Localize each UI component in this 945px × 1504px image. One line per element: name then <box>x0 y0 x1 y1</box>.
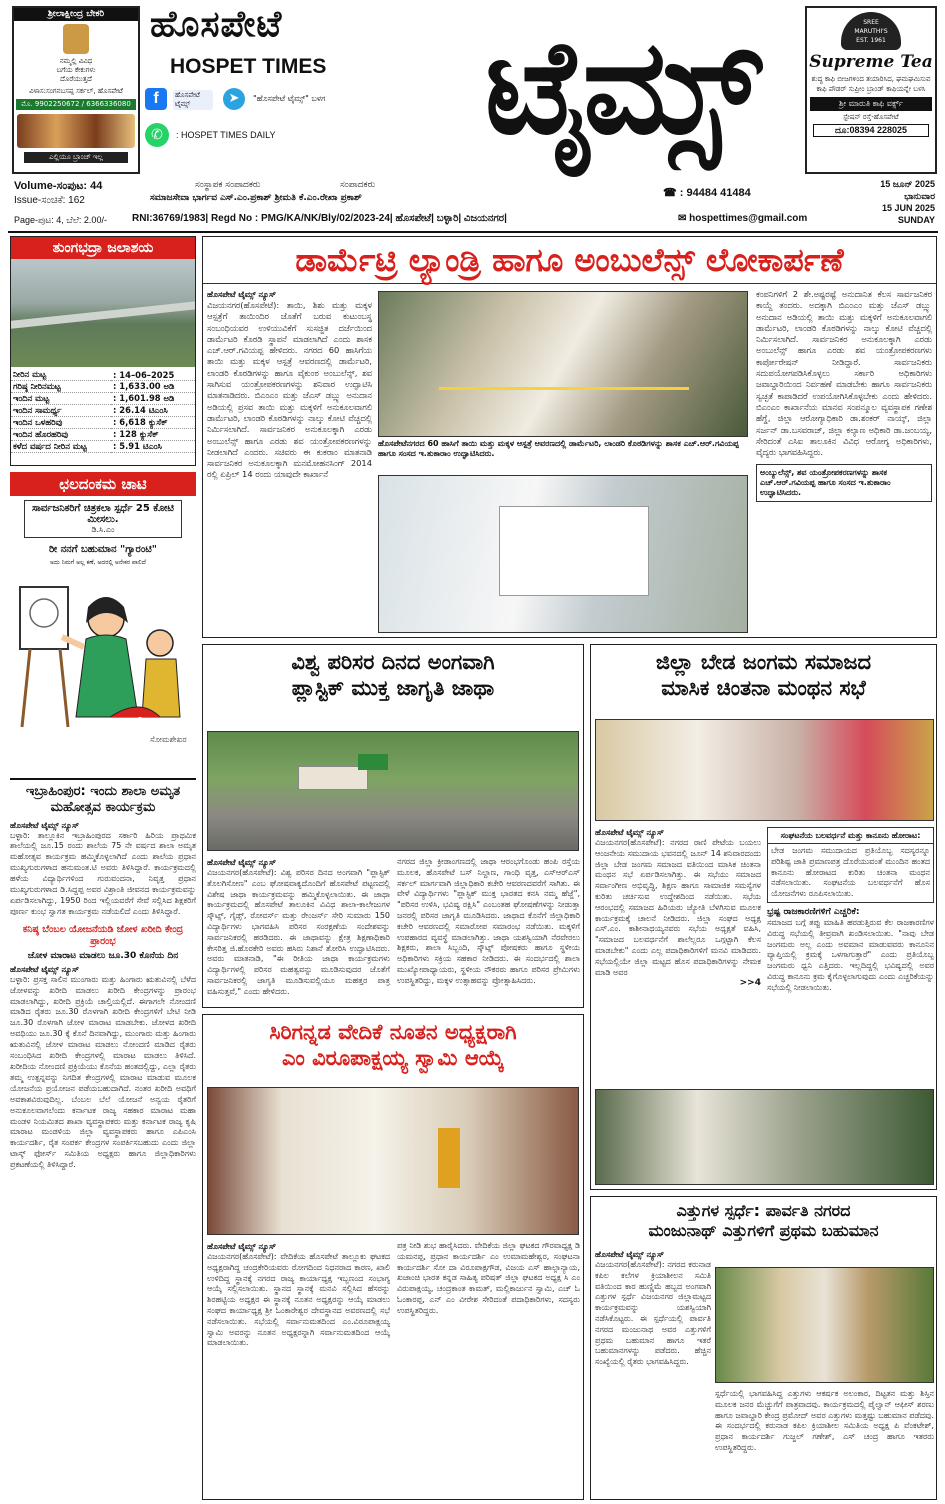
cartoon-title: ಛಲದಂಕಮ ಚಾಟಿ <box>10 472 196 496</box>
jangama-group-photo <box>595 1089 934 1185</box>
dam-wall <box>11 301 196 329</box>
logo-english: HOSPET TIMES <box>170 55 327 78</box>
siriganna-col2-text: ಪತ್ರ ನೀಡಿ ಶುಭ ಹಾರೈಸಿದರು. ವೇದಿಕೆಯ ಜಿಲ್ಲಾ ಘಟಕದ ಗೌರವಾಧ್ಯಕ್ಷ ಡಿ ಯಮನಪ್ಪ, ಪ್ರಧಾನ ಕಾರ್ಯದರ್ಶಿ ಎಂ ಉಮಾಮಹೇಶ್ವರ, ಸಂಘಟನಾ ಕಾರ್ಯದರ್ಶಿ ಸೋ ದಾ ವಿರೂಪಾಕ್ಷಗೌಡ, ವಿಜಯ ಎಸ್ ಹಾಲ್ಪಾನ್ಯಾಯ, ಖಜಾಂಚಿ ಭಾರತ ಕನ್ನಡ ಸಾಹಿತ್ಯ ಪರಿಷತ್ ಜಿಲ್ಲಾ ಘಟಕದ ಅಧ್ಯಕ್ಷ ಸಿ ಎಂ ವಿರುಪಾಕ್ಷಯ್ಯ, ಚಂದ್ರಕಾಂತ ಕಾಮತ್, ಮಲ್ಲಿಕಾರ್ಜುನ ಸ್ವಾಮಿ, ಎಚ್ ಓ ಓಂಕಾರಪ್ಪ, ಎನ್ ಎಂ ವೀರೇಶ ಸೇರಿದಂತೆ ಪದಾಧಿಕಾರಿಗಳು, ಸದಸ್ಯರು ಉಪಸ್ಥಿತರಿದ್ದರು. <box>397 1241 580 1315</box>
siriganna-col1 <box>207 1241 390 1349</box>
ribbon-icon <box>439 387 689 390</box>
cartoon-signature: ಸೋಮಶೇಖರ <box>150 735 187 744</box>
whatsapp-label[interactable]: : HOSPET TIMES DAILY <box>176 130 276 140</box>
date-kannada: 15 ಜೂನ್ 2025 <box>880 179 935 189</box>
jangama-headline1: ಜಿಲ್ಲಾ ಬೇಡ ಜಂಗಮ ಸಮಾಜದ <box>655 650 872 674</box>
dam-label: ಇಂದಿನ ಹೊರಹರಿವು <box>11 429 111 441</box>
dam-row <box>11 441 195 453</box>
jangama-col1 <box>595 827 761 988</box>
dam-value: : 128 ಕ್ಯುಸೆಕ್ <box>111 429 195 441</box>
bakery-ad-branch: ಎಲ್ಲಿಯೂ ಬ್ರಾಂಚ್ ಇಲ್ಲ <box>24 152 128 163</box>
man-face-icon <box>147 630 173 656</box>
maruthi-seal-icon <box>841 12 901 50</box>
dam-value: : 1,601.98 ಅಡಿ <box>111 393 195 405</box>
lead-col3-text: ಕಂಪನಿಗಳಿಗೆ 2 ಶೇ.ಅಷ್ಟರಷ್ಟೆ ಅನುದಾನಿತ ಕೆಲಸ ಸಾರ್ವಜನಿಕರ ಕಾಯ್ದೆ ತಂದರು. ಅದಕ್ಕಾಗಿ ಬಿಎಂಎಂ ಮತ್ತು ಜೆಎಸ್ ಡಬ್ಲ್ಯು ಅನುದಾನ ಅಡಿಯಲ್ಲಿ ತಾಯಿ ಮತ್ತು ಮಕ್ಕಳಿಗೆ ಅನುಕೂಲವಾಗಲಿ ಡಾರ್ಮೆಟರಿ, ಲಾಂಡರಿ ಕೊಠಡಿಗಳನ್ನು ನಾಲ್ಕು ಕೋಟಿ ವೆಚ್ಚದಲ್ಲಿ ನಿರ್ಮಿಸಲಾಗಿದೆ. ಸಾರ್ವಜನಿಕರ ಅನುಕೂಲಕ್ಕಾಗಿ ಎರಡು ಅಂಬುಲೆನ್ಸ್ ಹಾಗೂ ಎರಡು ಶವ ಯಂತ್ರೋಪಕರಣಗಳು ಕಾರ್ಪೋರೇಷನ್ ನೀಡಿದ್ದಾರೆ. ಸಾರ್ವಜನಿಕರು ಸದುಪಯೋಗಪಡಿಸಿಕೊಳ್ಳಲು ಸರ್ಕಾರಿ ಅಧಿಕಾರಿಗಳು ಜವಾಬ್ದಾರಿಯಿಂದ ನಿರ್ವಹಣೆ ಮಾಡಬೇಕು ಹಾಗೂ ಸಾರ್ವಜನಿಕರು ಸ್ವಚ್ಛತೆ ಕಾಪಾಡಿದರೆ ಉಪಯೋಗಿಸಿಕೊಳ್ಳಬೇಕು ಎಂದು ಹೇಳಿದರು. ಬಿಎಂಎಂ ಕಾರ್ಖಾನೆಯ ಮಾನವ ಸಂಪನ್ಮೂಲ ವ್ಯವಸ್ಥಾಪಕ ಗಣೇಶ ಹೆಗ್ಡೆ, ಜಿಲ್ಲಾ ಆರೋಗ್ಯಾಧಿಕಾರಿ ಡಾ.ಶಂಕರ್ ನಾಯ್ಕ್, ಜಿಲ್ಲಾ ಸರ್ಜನ್ ಡಾ.ಬಸವರಾಜ್, ಜಿಲ್ಲಾ ಕಲ್ಯಾಣ ಅಧಿಕಾರಿ ಡಾ.ಜಂಬಯ್ಯ, ಸೇರಿದಂತೆ ಎಸಿಐ ತಾಲೂಕಿನ ವಿವಿಧ ಆರೋಗ್ಯ ಅಧಿಕಾರಿಗಳು, ವೈದ್ಯರು ಭಾಗವಹಿಸಿದ್ದರು. <box>756 289 932 458</box>
registration: RNI:36769/1983| Regd No : PMG/KA/NK/Bly/02/2023-24| ಹೊಸಪೇಟೆ| ಬಳ್ಳಾರಿ| ವಿಜಯನಗರ| <box>132 213 507 224</box>
bull-photo <box>715 1267 934 1383</box>
bull-col2-text: ಸ್ಪರ್ಧೆಯಲ್ಲಿ ಭಾಗವಹಿಸಿದ್ದ ಎತ್ತುಗಳು ಆಕರ್ಷಕ ಅಲಂಕಾರ, ದಿಟ್ಟತನ ಮತ್ತು ಶಿಸ್ತಿನ ಮೂಲಕ ಜನರ ಮೆಚ್ಚುಗೆಗೆ ಪಾತ್ರವಾದವು. ಕಾರ್ಯಕ್ರಮದಲ್ಲಿ ಪೈಲ್ವಾನ್ ಆಫೀಸ್ ಶರಣು ಹಾಗೂ ಜವಾಬ್ದಾರಿ ಕೇಂದ್ರ ಪ್ರಮೋದ್ ಅವರ ಎತ್ತುಗಳು ಮತ್ತಷ್ಟು ಬಹುಮಾನ ಪಡೆದವು. ಈ ಸಂದರ್ಭದಲ್ಲಿ ಕರುನಾಡ ಕಪಿಲ ಕ್ರಿಯಾಶೀಲ ಸಮಿತಿಯ ಅಧ್ಯಕ್ಷ ಪಿ ವೆಂಕಟೇಶ್, ಪ್ರಧಾನ ಕಾರ್ಯದರ್ಶಿ ಗುಜ್ಜಲ್ ಗಣೇಶ್, ಎಸ್ ಚಂದ್ರ ಹಾಗೂ ಇತರರು ಉಪಸ್ಥಿತರಿದ್ದರು. <box>715 1389 934 1452</box>
lead-headline: ಡಾರ್ಮೆಟ್ರಿ ಲ್ಯಾಂಡ್ರಿ ಹಾಗೂ ಅಂಬುಲೆನ್ಸ್ ಲೋಕಾರ್ಪಣೆ <box>203 237 936 284</box>
dam-label: ನೀರಿನ ಮಟ್ಟ <box>11 369 111 381</box>
facebook-label[interactable]: ಹೊಸಪೇಟೆ ಟೈಮ್ಸ್ <box>173 90 213 110</box>
bakery-advertisement[interactable] <box>12 6 140 174</box>
cartoon-box <box>10 472 196 772</box>
lead-caption2: ಅಂಬ್ಯುಲೆನ್ಸ್, ಶವ ಯಂತ್ರೋಪಕರಣಗಳನ್ನು ಶಾಸಕ ಎಚ್.ಆರ್.ಗವಿಯಪ್ಪ ಹಾಗೂ ಸಂಸದ ಇ.ತುಕಾರಾಂ ಉದ್ಘಾಟಿಸಿದರು. <box>756 464 932 502</box>
environment-col2 <box>397 857 580 987</box>
environment-byline: ಹೊಸಪೇಟೆ ಟೈಮ್ಸ್ ನ್ಯೂಸ್ <box>207 858 276 867</box>
email[interactable]: ✉ hospettimes@gmail.com <box>678 213 808 224</box>
masthead <box>0 0 945 180</box>
dam-value: : 5.91 ಟಿಎಂಸಿ <box>111 441 195 453</box>
bull-byline: ಹೊಸಪೇಟೆ ಟೈಮ್ಸ್ ನ್ಯೂಸ್ <box>595 1250 664 1259</box>
ambulance-icon <box>499 506 649 596</box>
dam-box <box>10 236 196 466</box>
rally-photo <box>207 731 579 851</box>
dam-value: : 1,633.00 ಅಡಿ <box>111 381 195 393</box>
jangama-box-title: ಸಂಘಟನೆಯ ಬಲವರ್ಧನೆ ಮತ್ತು ಕಾನೂನು ಹೋರಾಟ: <box>768 828 933 844</box>
jangama-story <box>590 644 937 1190</box>
dam-value: : 6,618 ಕ್ಯುಸೆಕ್ <box>111 417 195 429</box>
jangama-sub-body: ಸಮಾಜದ ಬಗ್ಗೆ ತಪ್ಪು ಮಾಹಿತಿ ಹರಡುತ್ತಿರುವ ಕೆಲ ರಾಜಕಾರಣಿಗಳ ವಿರುದ್ಧ ಸಭೆಯಲ್ಲಿ ತೀವ್ರವಾಗಿ ಖಂಡಿಸಲಾಯಿತು. "ನಾವು ಬೇಡ ಜಂಗಮರು ಅಲ್ಲ ಎಂದು ಅವಮಾನ ಮಾಡುವವರು ಕಾನೂನಿನ ವ್ಯಾಪ್ತಿಯಲ್ಲಿ ಕ್ರಮಕ್ಕೆ ಒಳಗಾಗುತ್ತಾರೆ" ಎಂದು ಪ್ರತಿಯೊಬ್ಬ ಜಂಗಮರು ಧ್ವನಿ ಎತ್ತಿದರು. ಇಲ್ಲದಿದ್ದಲ್ಲಿ ಭವಿಷ್ಯದಲ್ಲಿ ಅವರ ವಿರುದ್ಧ ಕಾನೂನು ಕ್ರಮ ಕೈಗೊಳ್ಳಲಾಗುವುದು ಎಂದು ಎಚ್ಚರಿಕೆಯನ್ನು ಸಭೆಯಲ್ಲಿ ನೀಡಲಾಯಿತು. <box>767 917 934 992</box>
email-text[interactable]: hospettimes@gmail.com <box>689 213 808 224</box>
left-story-body: ಬಳ್ಳಾರಿ: ತಾಲ್ಲೂಕಿನ ಇಬ್ರಾಹಿಂಪುರದ ಸರ್ಕಾರಿ ಹಿರಿಯ ಪ್ರಾಥಮಿಕ ಶಾಲೆಯಲ್ಲಿ ಜೂ.15 ರಂದು ಶಾಲೆಯ 75 ನೇ ವರ್ಷದ ಶಾಲಾ ಅಮೃತ ಮಹೋತ್ಸವ ಕಾರ್ಯಕ್ರಮ ಹಮ್ಮಿಕೊಳ್ಳಲಾಗಿದೆ ಎಂದು ಶಾಲೆಯ ಪ್ರಧಾನ ಮುಖ್ಯಗುರುಗಳಾದ ಹನುಮಂತ.ಟಿ ಅವರು ತಿಳಿಸಿದ್ದಾರೆ. ಕಾರ್ಯಕ್ರಮದಲ್ಲಿ ಹಳೆಯ ವಿದ್ಯಾರ್ಥಿಗಳಿಂದ ಗುರುವಂದನಾ, ನಿವೃತ್ತ ಪ್ರಧಾನ ಮುಖ್ಯಗುರುಗಳಾದ ಡಿ.ಸಿದ್ದಪ್ಪ ಅವರ ವಿಶ್ರಾಂತಿ ಜೀವನದ ಕಾರ್ಯಕ್ರಮವನ್ನು ಏರ್ಪಡಿಸಲಾಗಿದ್ದು, 1950 ರಿಂದ ಇಲ್ಲಿಯವರೆಗೆ ಸೇವೆ ಸಲ್ಲಿಸಿದ ಶಿಕ್ಷಕರಿಗೆ ಪೂರ್ಣ ಕುಂಭ ಸ್ವಾಗತ ಕಾರ್ಯಕ್ರಮ ನಡೆಯಲಿದೆ ಎಂದು ತಿಳಿಸಿದ್ದಾರೆ. <box>10 830 196 916</box>
bull-col1 <box>595 1249 711 1368</box>
woman-dress-icon <box>76 635 138 717</box>
dam-table <box>11 369 195 453</box>
dam-row <box>11 405 195 417</box>
siriganna-col1-text: ವಿಜಯನಗರ(ಹೊಸಪೇಟೆ): ವೇದಿಕೆಯ ಹೊಸಪೇಟೆ ತಾಲ್ಲೂಕು ಘಟಕದ ಅಧ್ಯಕ್ಷರಾಗಿದ್ದ ಚಂದ್ರಕೇರಿಯವರು ರೋಗದಿಂದ ನಿಧನರಾದ ಕಾರಣ, ಖಾಲಿ ಉಳಿದಿದ್ದ ಸ್ಥಾನಕ್ಕೆ ನಗರದ ರಾಜ್ಯ ಕಾರ್ಯಾಧ್ಯಕ್ಷ ಇಬ್ಬಣಂದ ಸಂಭಾಗ್ಯ ಆಯ್ಕೆ ಸಲ್ಲಿಸಲಾಯಿತು. ಸ್ಥಾನದ ಸ್ಥಾನಕ್ಕೆ ಮನವಿ ಸಲ್ಲಿಸಿದ ಹೆಸರನ್ನು ಶಿರಹಟ್ಟಿಯ ಅಧ್ಯಕ್ಷರ ಈ ಸ್ಥಾನಕ್ಕೆ ನೂತನ ಅಧ್ಯಕ್ಷರನ್ನು ಆಯ್ಕೆ ಮಾಡಲು ಸಂಘದ ಕಾರ್ಯಾಧ್ಯಕ್ಷ ಶ್ರೀ ಓಂಕಾರೇಶ್ವರ ದೇವಸ್ಥಾನದ ಅವರಣದಲ್ಲಿ ಸಭೆ ನಡೆಸಲಾಯಿತು. ಸಭೆಯಲ್ಲಿ ಸರ್ವಾನುಮತದಿಂದ ಎಂ.ವಿರೂಪಾಕ್ಷಯ್ಯ ಸ್ವಾಮಿ ಅವರನ್ನು ನೂತನ ಅಧ್ಯಕ್ಷರನ್ನಾಗಿ ಸರ್ವಾನುಮತದಿಂದ ಆಯ್ಕೆ ಮಾಡಲಾಯಿತು. <box>207 1252 390 1348</box>
dam-title: ತುಂಗಭದ್ರಾ ಜಲಾಶಯ <box>11 237 195 259</box>
tea-phone: ದೂ:08394 228025 <box>813 124 929 137</box>
maize-subheadline: ಜೋಳ ಮಾರಾಟ ಮಾಡಲು ಜೂ.30 ಕೊನೆಯ ದಿನ <box>27 950 179 961</box>
shawl-icon <box>438 1128 460 1188</box>
easel-leg-icon <box>60 649 68 727</box>
bakery-ad-title: ಶ್ರೀಲಾಕ್ಷೀಂದ್ರ ಬೇಕರಿ <box>14 8 138 21</box>
seal-line1: SREE <box>863 19 879 26</box>
bull-headline1: ಎತ್ತುಗಳ ಸ್ಪರ್ಧೆ: ಪಾರ್ವತಿ ನಗರದ <box>676 1201 851 1220</box>
day-english: SUNDAY <box>897 215 935 225</box>
issue: Issue-ಸಂಚಿಕೆ: 162 <box>14 195 85 206</box>
siriganna-headline2: ಎಂ ವಿರೂಪಾಕ್ಷಯ್ಯ ಸ್ವಾಮಿ ಆಯ್ಕೆ <box>282 1046 504 1071</box>
maize-headline: ಕನಿಷ್ಠ ಬೆಂಬಲ ಯೋಜನೆಯಡಿ ಜೋಳ ಖರೀದಿ ಕೇಂದ್ರ ಪ್ರಾರಂಭ <box>22 923 184 947</box>
environment-col1 <box>207 857 390 998</box>
dam-label: ಇಂದಿನ ಮಟ್ಟ <box>11 393 111 405</box>
siriganna-col2 <box>397 1241 580 1317</box>
maize-body: ಬಳ್ಳಾರಿ: ಪ್ರಸಕ್ತ ಸಾಲಿನ ಮುಂಗಾರು ಮತ್ತು ಹಿಂಗಾರು ಋತುವಿನಲ್ಲಿ ಬೆಳೆದ ಜೋಳವನ್ನು ಖರೀದಿ ಮಾಡಲು ಖರೀದಿ ಕೇಂದ್ರಗಳನ್ನು ಪ್ರಾರಂಭ ಮಾಡಲಾಗಿದ್ದು, ಖರೀದಿ ಪ್ರಕ್ರಿಯೆ ಚಾಲ್ತಿಯಲ್ಲಿದೆ. ಈಗಾಗಲೇ ನೋಂದಣಿ ಮಾಡಿದ ರೈತರು ಜೂ.30 ರೊಳಗಾಗಿ ಖರೀದಿ ಕೇಂದ್ರಗಳಿಗೆ ಬೇಟಿ ನೀಡಿ ಜೂ.30 ರೊಳಗಾಗಿ ಜೋಳ ಮಾರಾಟ ಮಾಡಬೇಕು. ಜೋಳದ ಖರೀದಿ ಅವಧಿಯು ಜೂ.30 ಕ್ಕೆ ಕೊನೆ ದಿನವಾಗಿದ್ದು, ಮುಂಗಾರು ಮತ್ತು ಹಿಂಗಾರು ಋತುವಿನಲ್ಲಿ ಜೋಳ ಮಾರಾಟ ಮಾಡಲು ನೋಂದಣಿ ಮಾಡಿದ ರೈತರು ಸಂಬಂಧಿಸಿದ ಖರೀದಿ ಕೇಂದ್ರಗಳಲ್ಲಿ ಮಾರಾಟ ಮಾಡಲು ತಿಳಿಸಿದೆ. ಖರೀದಿಯ ನೋಂದಣಿ ಪ್ರಕ್ರಿಯೆಯು ಕೊನೆಯ ಹಂತದಲ್ಲಿದ್ದು, ಎಲ್ಲಾ ರೈತರು ತಮ್ಮ ಉತ್ಪನ್ನವನ್ನು ನಿಗದಿತ ಕೇಂದ್ರಗಳಲ್ಲಿ ಮಾರಾಟ ಮಾಡುವ ಮೂಲಕ ಯೋಜನೆಯ ಪ್ರಯೋಜನ ಪಡೆಯಬಹುದಾಗಿದೆ. ನಂತರ ಖರೀದಿ ಅವಧಿಗೆ ಅವಕಾಶವಿರುವುದಿಲ್ಲ. ಬೆಂಬಲ ಬೆಲೆ ಯೋಜನೆ ಅನ್ವಯ ರೈತರಿಗೆ ಅನುಕೂಲವಾಗಲೆಂದು ಕರ್ನಾಟಕ ರಾಜ್ಯ ಸಹಕಾರ ಮಾರಾಟ ಮಹಾ ಮಂಡಳ ನಿಯಮಿತದ ಶಾಖಾ ವ್ಯವಸ್ಥಾಪಕರು ಮತ್ತು ಕರ್ನಾಟಕ ರಾಜ್ಯ ಕೃಷಿ ಮಾರಾಟ ಮಂಡಳಿಯ ಜಿಲ್ಲಾ ವ್ಯವಸ್ಥಾಪಕರು ಹಾಗೂ ಎಪಿಎಂಸಿ ಕಾರ್ಯದರ್ಶಿ, ರೈತ ಸಂಪರ್ಕ ಕೇಂದ್ರಗಳ ಸಂಪರ್ಕಿಸಬಹುದು ಎಂದು ಜಿಲ್ಲಾ ಟಾಸ್ಕ್ ಫೋರ್ಸ್ ಸಮಿತಿಯ ಅಧ್ಯಕ್ಷರು ಹಾಗೂ ಜಿಲ್ಲಾಧಿಕಾರಿಗಳು ಪ್ರಕಟಣೆಯಲ್ಲಿ ತಿಳಿಸಿದ್ದಾರೆ. <box>10 974 196 1170</box>
bull-story <box>590 1196 937 1500</box>
telegram-label[interactable]: "ಹೊಸಪೇಟೆ ಟೈಮ್ಸ್" ಬಳಗ <box>253 94 326 103</box>
page-price: Page-ಪುಟ: 4, ಬೆಲೆ: 2.00/- <box>14 215 107 225</box>
environment-headline2: ಪ್ಲಾಸ್ಟಿಕ್ ಮುಕ್ತ ಜಾಗೃತಿ ಜಾಥಾ <box>291 676 495 701</box>
lead-story <box>202 236 937 638</box>
deity-image <box>63 24 89 54</box>
jangama-col2 <box>767 827 934 994</box>
dam-label: ಇಂದಿನ ಸಾಮರ್ಥ್ಯ <box>11 405 111 417</box>
jangama-box <box>767 827 934 903</box>
bull-headline2: ಮಂಜುನಾಥ್ ಎತ್ತುಗಳಿಗೆ ಪ್ರಥಮ ಬಹುಮಾನ <box>648 1221 879 1240</box>
jangama-headline2: ಮಾಸಿಕ ಚಿಂತನಾ ಮಂಥನ ಸಭೆ <box>661 676 866 701</box>
editor-label: ಸಂಪಾದಕರು <box>340 180 376 190</box>
coffee-works: ಶ್ರೀ ಮಾರುತಿ ಕಾಫಿ ವರ್ಕ್ಸ್ <box>810 97 932 111</box>
seal-line3: EST. 1961 <box>856 37 886 44</box>
bull-col1-text: ವಿಜಯನಗರ(ಹೊಸಪೇಟೆ): ನಗರದ ಕರುನಾಡ ಕಪಿಲ ಕಲೆಗಳ ಕ್ರಿಯಾಶೀಲನ ಸಮಿತಿ ವತಿಯಿಂದ ಕಾರ ಹುಣ್ಣಿಮೆ ಹಬ್ಬದ ಅಂಗವಾಗಿ ಎತ್ತುಗಳ ಸ್ಪರ್ಧೆ ವಿಜಯನಗರ ಜಿಲ್ಲಾಮಟ್ಟದ ಕಾರ್ಯಕ್ರಮವನ್ನು ಯಶಸ್ವಿಯಾಗಿ ನಡೆಸಿಕೊಟ್ಟರು. ಈ ಸ್ಪರ್ಧೆಯಲ್ಲಿ ಪಾರ್ವತಿ ನಗರದ ಮಂಜುನಾಥ ಅವರ ಎತ್ತುಗಳಿಗೆ ಪ್ರಥಮ ಬಹುಮಾನ ಹಾಗೂ ಇತರೆ ಬಹುಮಾನಗಳನ್ನು ಪಡೆದರು. ಹೆಚ್ಚಿನ ಸಂಖ್ಯೆಯಲ್ಲಿ ರೈತರು ಭಾಗವಹಿಸಿದ್ದರು. <box>595 1260 711 1367</box>
logo-big: ಟೈಮ್ಸ್ <box>484 11 756 163</box>
jangama-body: ವಿಜಯನಗರ(ಹೊಸಪೇಟೆ): ನಗರದ ರಾಣಿ ಪೇಟೆಯ ಬಯಲು ಆಂಜನೇಯ ಸಮುದಾಯ ಭವನದಲ್ಲಿ ಜೂನ್ 14 ಶನಿವಾರದಂದು ಜಿಲ್ಲಾ ಬೇಡ ಜಂಗಮ ಸಮಾಜದ ವತಿಯಿಂದ ಮಾಸಿಕ ಚಿಂತನಾ ಮಂಥನ ಸಭೆ ಏರ್ಪಡಿಸಲಾಗಿತ್ತು. ಈ ಸಭೆಯು ಸಮಾಜದ ಸರ್ವಾಂಗೀಣ ಅಭಿವೃದ್ಧಿ, ಶಿಕ್ಷಣ ಹಾಗೂ ಸಾಮಾಜಿಕ ಸಮಸ್ಯೆಗಳ ಕುರಿತು ಚರ್ಚಿಸುವ ಉದ್ದೇಶದಿಂದ ನಡೆಯಿತು. ಸಭೆಯ ಆರಂಭದಲ್ಲಿ ಸಮಾಜದ ಹಿರಿಯರು ಜ್ಯೋತಿ ಬೆಳಗಿಸುವ ಮೂಲಕ ಕಾರ್ಯಕ್ರಮಕ್ಕೆ ಚಾಲನೆ ನೀಡಿದರು. ಜಿಲ್ಲಾ ಸಂಘದ ಅಧ್ಯಕ್ಷ ಎಸ್.ಎಂ. ಕಾಶೀನಾಥಯ್ಯನವರು ಸಭೆಯ ಅಧ್ಯಕ್ಷತೆ ವಹಿಸಿ, "ಸಮಾಜದ ಬಲವರ್ಧನೆಗೆ ಶಾಲೆಲ್ಲರೂ ಒಗ್ಗಟ್ಟಾಗಿ ಕೆಲಸ ಮಾಡಬೇಕು" ಎಂದು ಎಲ್ಲ ಪದಾಧಿಕಾರಿಗಳಿಗೆ ಮನವಿ ಮಾಡಿದರು. ಸಭೆಯಲ್ಲಿಯೇ ಜಿಲ್ಲಾ ಮಟ್ಟದ ಹೊಸ ಪದಾಧಿಕಾರಿಗಳನ್ನು ನೇಮಕ ಮಾಡಿ ಅವರ <box>595 838 761 977</box>
bakery-ad-line2: ಬಗೆಯ ಕೇಕುಗಳು <box>56 66 96 74</box>
jangama-box-body: ಬೇಡ ಜಂಗಮ ಸಮುದಾಯದ ಪ್ರತಿಯೊಬ್ಬ ಸದಸ್ಯರನ್ನೂ ಪರಿಶಿಷ್ಟ ಜಾತಿ ಪ್ರಮಾಣಪತ್ರ ದೊರೆಯುವಂತೆ ಮುಂದಿನ ಹಂತದ ಕಾನೂನು ಹೋರಾಟದ ಕುರಿತು ಚಿಂತನಾ ಮಂಥನ ನಡೆಸಲಾಯಿತು. ಸಂಘಟನೆಯ ಬಲವರ್ಧನೆಗೆ ಹೊಸ ಯೋಜನೆಗಳು ರೂಪಿಸಲಾಯಿತು. <box>771 846 930 899</box>
tea-address: ಸ್ಟೇಷನ್ ರಸ್ತೆ-ಹೊಸಪೇಟೆ <box>843 113 899 121</box>
maize-byline: ಹೊಸಪೇಟೆ ಟೈಮ್ಸ್ ನ್ಯೂಸ್ <box>10 964 79 974</box>
cakes-image <box>17 114 135 148</box>
dam-label: ಕಳೆದ ವರ್ಷದ ನೀರಿನ ಮಟ್ಟ <box>11 441 111 453</box>
cartoon-banner-sub: ಡಿ.ಸಿ.ಎಂ <box>91 525 115 534</box>
siriganna-byline: ಹೊಸಪೇಟೆ ಟೈಮ್ಸ್ ನ್ಯೂಸ್ <box>207 1242 276 1251</box>
logo-kannada: ಹೊಸಪೇಟೆ <box>150 4 283 45</box>
left-story-headline: ಇಬ್ರಾಹಿಂಪುರ: ಇಂದು ಶಾಲಾ ಅಮೃತ ಮಹೋತ್ಸವ ಕಾರ್ಯಕ್ರಮ <box>10 778 196 817</box>
ambulance-photo <box>378 475 748 633</box>
dam-row <box>11 393 195 405</box>
cartoon-banner-text: ಸಾರ್ವಜನಿಕರಿಗೆ ಚಿತ್ರಕಲಾ ಸ್ಪರ್ಧೆ 25 ಕೋಟಿ ಮೀಸಲು. <box>32 503 174 525</box>
tea-advertisement[interactable] <box>805 6 937 174</box>
environment-col1-text: ವಿಜಯನಗರ(ಹೊಸಪೇಟೆ): ವಿಶ್ವ ಪರಿಸರ ದಿನದ ಅಂಗವಾಗಿ "ಪ್ಲಾಸ್ಟಿಕ್ ತೊಲಗಿಸೋಣ" ಎಂಬ ಘೋಷವಾಕ್ಯದೊಂದಿಗೆ ಹೊಸಪೇಟೆ ಪಟ್ಟಣದಲ್ಲಿ ವಿಶೇಷ ಜಾಥಾ ಕಾರ್ಯಕ್ರಮವನ್ನು ಹಮ್ಮಿಕೊಳ್ಳಲಾಯಿತು. ಈ ಜಾಥಾ ಕಾರ್ಯಕ್ರಮದಲ್ಲಿ ಹೊಸಪೇಟೆ ತಾಲೂಕಿನ ವಿವಿಧ ಶಾಲಾ-ಕಾಲೇಜುಗಳ ಸ್ಕೌಟ್ಸ್, ಗೈಡ್ಸ್, ರೋವರ್ಸ್ ಮತ್ತು ರೇಂಜರ್ಸ್ ಸೇರಿ ಸುಮಾರು 150 ವಿದ್ಯಾರ್ಥಿಗಳು ಭಾಗವಹಿಸಿ ಪರಿಸರ ಸಂರಕ್ಷಣೆಯ ಸಂದೇಶವನ್ನು ಸಾರ್ವಜನಿಕರಲ್ಲಿ ಹರಡಿದರು. ಈ ಜಾಥಾವನ್ನು ಕ್ಷೇತ್ರ ಶಿಕ್ಷಣಾಧಿಕಾರಿ ಕೇಸರಿತ್ತ ಜಿ.ಹೊರಕೇರಿ ಅವರು ಹಸಿರು ನಿಶಾನೆ ತೋರಿಸಿ ಉದ್ಘಾಟಿಸಿದರು. ಅವರು ಮಾತನಾಡಿ, "ಈ ರೀತಿಯ ಜಾಥಾ ಕಾರ್ಯಕ್ರಮಗಳು ವಿದ್ಯಾರ್ಥಿಗಳಲ್ಲಿ ಪರಿಸರ ಮಹತ್ವವನ್ನು ಮೂಡಿಸುವುದರ ಜೊತೆಗೆ ಸಾರ್ವಜನಿಕರಲ್ಲಿ ಜಾಗೃತಿ ಮೂಡಿಸುವಲ್ಲಿಯೂ ಮಹತ್ತರ ಪಾತ್ರ ವಹಿಸುತ್ತವೆ," ಎಂದು ಹೇಳಿದರು. <box>207 868 390 996</box>
environment-story <box>202 644 584 1008</box>
bakery-ad-phone: ಮೊ. 9902250672 / 6366336080 <box>16 99 136 110</box>
day-kannada: ಭಾನುವಾರ <box>904 191 935 201</box>
siriganna-story <box>202 1014 584 1500</box>
founder-names: ಸಮಾಜಸೇವಾ ಭಾರ್ಗವ ಎಸ್.ಎಂ.ಪ್ರಕಾಶ್ ಶ್ರೀಮತಿ ಕೆ.ಎಂ.ರೇಖಾ ಪ್ರಕಾಶ್ <box>150 193 362 203</box>
cartoon-banner <box>24 500 182 538</box>
jangama-photo <box>595 719 934 821</box>
bull-col2 <box>715 1389 934 1454</box>
issue-info <box>0 178 945 230</box>
dam-value: : 26.14 ಟಿಎಂಸಿ <box>111 405 195 417</box>
green-flag-icon <box>358 754 388 770</box>
siriganna-headline1: ಸಿರಿಗನ್ನಡ ವೇದಿಕೆ ನೂತನ ಅಧ್ಯಕ್ಷರಾಗಿ <box>269 1020 517 1044</box>
cartoon-note: ಅದು ನಿಮಗೆ ಅಲ್ಲ ಕಣೆ, ಅದರಲ್ಲಿ ಅನೇಕರ ಪಾಲಿದೆ <box>50 559 146 566</box>
jangama-sub-title: ಭ್ರಷ್ಟ ರಾಜಕಾರಣಿಗಳಿಗೆ ಎಚ್ಚರಿಕೆ: <box>767 906 860 917</box>
volume: Volume-ಸಂಪುಟ: 44 <box>14 180 103 192</box>
office-phone: ☎ : 94484 41484 <box>663 187 751 199</box>
left-story-byline: ಹೊಸಪೇಟೆ ಟೈಮ್ಸ್ ನ್ಯೂಸ್ <box>10 820 79 830</box>
cartoon-bubble: ರೀ ನನಗೆ ಬಹುಮಾನ "ಗ್ಯಾರಂಟಿ" <box>48 544 157 555</box>
lead-col3 <box>756 289 932 502</box>
date-english: 15 JUN 2025 <box>881 203 935 213</box>
tea-brand: Supreme Tea <box>809 52 933 72</box>
header-rule <box>8 231 938 233</box>
dam-row <box>11 369 195 381</box>
seal-line2: MARUTHI'S <box>854 28 888 35</box>
easel-leg-icon <box>22 649 30 727</box>
bakery-ad-line3: ದೊರೆಯುತ್ತದೆ <box>60 75 92 83</box>
lead-caption1: ಹೊಸಪೇಟೆನಗರದ 60 ಹಾಸಿಗೆ ತಾಯಿ ಮತ್ತು ಮಕ್ಕಳ ಆಸ್ಪತ್ರೆ ಆವರಣದಲ್ಲಿ ಡಾರ್ಮೆಟರಿ, ಲಾಂಡರಿ ಕೊಠಡಿಗಳನ್ನು ಶಾಸಕ ಎಚ್.ಆರ್.ಗವಿಯಪ್ಪ ಹಾಗೂ ಸಂಸದ ಇ.ತುಕಾರಾಂ ಉದ್ಘಾಟಿಸಿದರು. <box>378 439 739 458</box>
date-block <box>815 178 935 226</box>
founder-label: ಸಂಸ್ಥಾಪಕ ಸಂಪಾದಕರು <box>195 180 261 190</box>
cartoon-drawing <box>10 567 196 747</box>
lead-byline: ಹೊಸಪೇಟೆ ಟೈಮ್ಸ್ ನ್ಯೂಸ್ <box>207 290 276 299</box>
jangama-byline: ಹೊಸಪೇಟೆ ಟೈಮ್ಸ್ ನ್ಯೂಸ್ <box>595 828 664 837</box>
environment-headline1: ವಿಶ್ವ ಪರಿಸರ ದಿನದ ಅಂಗವಾಗಿ <box>291 650 495 674</box>
dam-label: ಇಂದಿನ ಒಳಹರಿವು <box>11 417 111 429</box>
dam-photo <box>11 259 195 367</box>
jangama-continue[interactable]: >>4 <box>739 978 761 989</box>
lead-col1-text: ವಿಜಯನಗರ(ಹೊಸಪೇಟೆ): ತಾಯಿ, ಶಿಶು ಮತ್ತು ಮಕ್ಕಳ ಆಸ್ಪತ್ರೆಗೆ ತಾಯಿಂದಿರ ಜೊತೆಗೆ ಬರುವ ಕುಟುಂಬಸ್ಥ ಸಂಬಂಧಿಯವರ ಉಳಿಯುವಿಕೆಗೆ ಸುಸಜ್ಜಿತ ದರ್ಜೆಯಿಂದ ಡಾರ್ಮೆಟರಿ ಕೊಠಡಿ ಸ್ಥಾಪನೆ ಮಾಡಲಾಗಿದೆ ಎಂದು ಶಾಸಕ ಎಚ್.ಆರ್.ಗವಿಯಪ್ಪ ಹೇಳಿದರು. ನಗರದ 60 ಹಾಸಿಗೆಯ ತಾಯಿ ಮತ್ತು ಮಕ್ಕಳ ಆಸ್ಪತ್ರೆ ಆವರಣದಲ್ಲಿ ಡಾರ್ಮೆಟರಿ, ಲಾಂಡರಿ ಕೊಠಡಿಗಳನ್ನು ಹಾಗೂ ವೈಕುಂಠ ಅಂಬುಲೆನ್ಸ್, ಶವ ಸಾಗಿಸುವ ಯಂತ್ರೋಪಕರಣಗಳನ್ನು ಶನಿವಾರ ಉದ್ಘಾಟಿಸಿ ಮಾತನಾಡಿದರು. ಬಿಎಂಎಂ ಮತ್ತು ಜೆಎಸ್ ಡಬ್ಲ್ಯು ಅನುದಾನ ಅಡಿಯಲ್ಲಿ ಪ್ರಸವ ತಾಯಿ ಮತ್ತು ಮಕ್ಕಳಿಗೆ ಅನುಕೂಲವಾಗಲಿ ಡಾರ್ಮೆಟರಿ, ಲಾಂಡರಿ ಕೊಠಡಿಗಳನ್ನು ನಾಲ್ಕು ಕೋಟಿ ವೆಚ್ಚದಲ್ಲಿ ನಿರ್ಮಿಸಲಾಗಿದೆ. ಸಾರ್ವಜನಿಕರ ಅನುಕೂಲಕ್ಕಾಗಿ ಎರಡು ಅಂಬುಲೆನ್ಸ್ ಹಾಗೂ ಎರಡು ಶವ ಯಂತ್ರೋಪಕರಣಗಳನ್ನು ನೀಡಲಾಗಿದೆ ಎಂದರು. ಸಚಿವರು ಈ ಕುಕರಾಂ ಮಾತನಾಡಿ ಸಾರ್ವಜನಿಕರ ಅನುಕೂಲಕ್ಕಾಗಿ ಮನಮೋಹನಸಿಂಗ್ 2014 ರಲ್ಲಿ ಏಪ್ರಿಲ್ 14 ರಂದು ಯಾವುದೇ ಕಾರ್ಖಾನೆ <box>207 300 372 480</box>
environment-col2-text: ನಗರದ ಜಿಲ್ಲಾ ಕ್ರೀಡಾಂಗಣದಲ್ಲಿ ಜಾಥಾ ಆರಂಭಗೊಂಡು ಹಂಪಿ ರಸ್ತೆಯ ಮೂಲಕ, ಹೊಸಪೇಟೆ ಬಸ್ ನಿಲ್ದಾಣ, ಗಾಂಧಿ ವೃತ್ತ, ಎಸ್‌ಆರ್‌ಎಸ್ ಸರ್ಕಲ್ ಮಾರ್ಗವಾಗಿ ಜಿಲ್ಲಾಧಿಕಾರಿ ಕಚೇರಿ ಆವರಣದವರೆಗೆ ಸಾಗಿತು. ಈ ವೇಳೆ ವಿದ್ಯಾರ್ಥಿಗಳು "ಪ್ಲಾಸ್ಟಿಕ್ ಮುಕ್ತ ಭಾರತದ ಕನಸಿ ನಮ್ಮ ಹೆಜ್ಜೆ", "ಪರಿಸರ ಉಳಿಸಿ, ಭವಿಷ್ಯ ರಕ್ಷಿಸಿ" ಎಂಬಂತಹ ಘೋಷಣೆಗಳನ್ನು ನೀಡುತ್ತಾ ಜನರಲ್ಲಿ ಪರಿಸರ ಜಾಗೃತಿ ಮೂಡಿಸಿದರು. ಜಾಥಾದ ಕೊನೆಗೆ ಜಿಲ್ಲಾಧಿಕಾರಿ ಕಚೇರಿ ಆವರಣದಲ್ಲಿ ಸಮಾರೋಪ ಸಮಾರಂಭ ನಡೆಯಿತು. ಮಕ್ಕಳಿಗೆ ಉಪಹಾರದ ವ್ಯವಸ್ಥೆ ಮಾಡಲಾಗಿತ್ತು. ಜಾಥಾ ಯಶಸ್ವಿಯಾಗಿ ನೆರವೇರಲು ಶಿಕ್ಷಕರು, ಶಾಲಾ ಸಿಬ್ಬಂದಿ, ಸ್ಕೌಟ್ಸ್ ಪೋಷಕರು ಹಾಗೂ ಸ್ಥಳೀಯ ಅಧಿಕಾರಿಗಳು ಸಕ್ರಿಯ ಸಹಕಾರ ನೀಡಿದರು. ಈ ಸಂದರ್ಭದಲ್ಲಿ ಶಾಲಾ ಮುಖ್ಯೋಪಾಧ್ಯಾಯರು, ಸ್ಥಳೀಯ ನೌಕರರು ಹಾಗೂ ಪರಿಸರ ಪ್ರೇಮಿಗಳು ಉಪಸ್ಥಿತರಿದ್ದು, ಮಕ್ಕಳ ಉತ್ಸಾಹವನ್ನು ಪ್ರೋತ್ಸಾಹಿಸಿದರು. <box>397 857 580 985</box>
dam-label: ಗರಿಷ್ಠ ನೀರಿನಮಟ್ಟ <box>11 381 111 393</box>
bakery-ad-line1: ನಮ್ಮಲ್ಲಿ ವಿವಿಧ <box>59 57 93 65</box>
dam-row <box>11 381 195 393</box>
dam-value: : 14–06–2025 <box>111 369 195 381</box>
lead-col1 <box>207 289 372 481</box>
bakery-ad-address: ವಿಳಾಸ:ಸಂಗನಬಸಪ್ಪ ಸರ್ಕಲ್, ಹೊಸಪೇಟೆ <box>29 87 123 95</box>
siriganna-photo <box>207 1087 579 1235</box>
ribbon-cutting-photo <box>378 291 748 437</box>
left-story <box>10 778 196 1500</box>
telegram-icon[interactable]: ➤ <box>223 88 245 110</box>
dam-row <box>11 417 195 429</box>
facebook-icon[interactable]: f <box>145 88 167 110</box>
dam-row <box>11 429 195 441</box>
whatsapp-icon[interactable]: ✆ <box>145 123 169 147</box>
tea-description: ಶುದ್ಧ ಕಾಫಿ ಬೀಜಗಳಿಂದ ತಯಾರಿಸಿದ, ಘಮಘಮಿಸುವ ಕಾಫಿ ಪೌಡರ್ ಸುಪ್ರೀಂ ಬ್ರಾಂಡ್ ಕಾಫಿಯನ್ನೇ ಬಳಸಿ <box>811 75 931 93</box>
